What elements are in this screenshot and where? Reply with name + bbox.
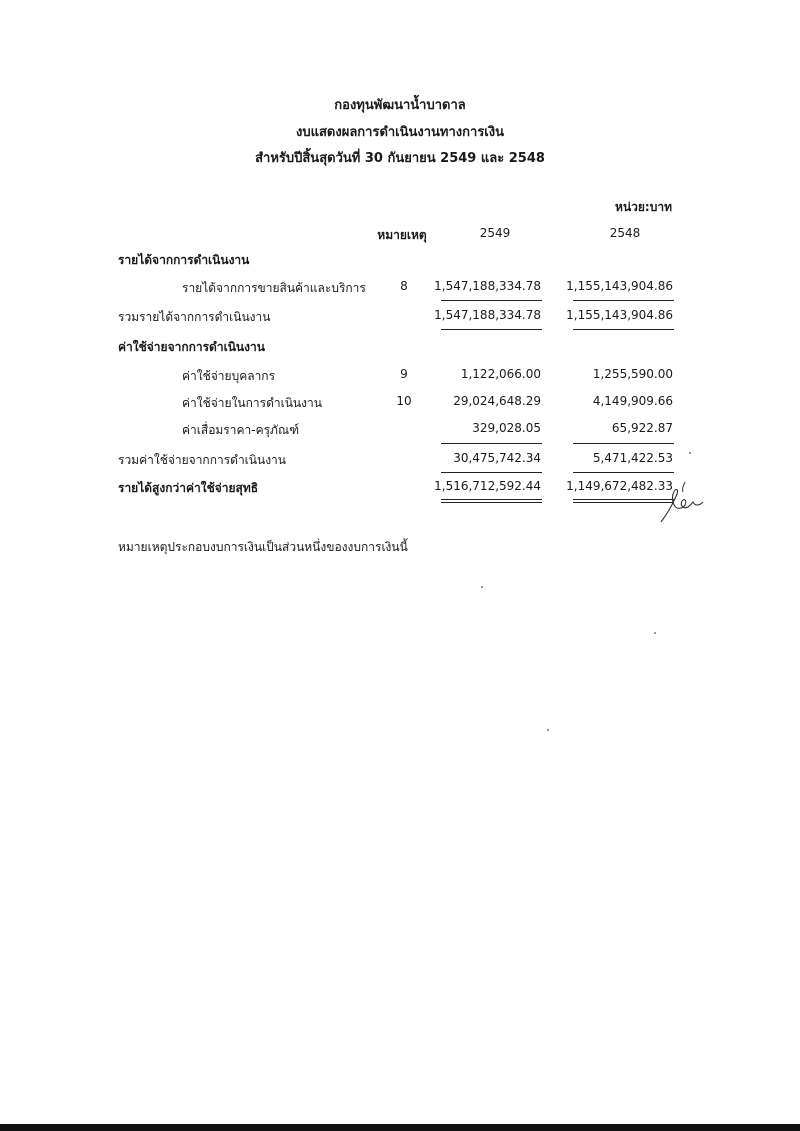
scan-speck	[689, 452, 691, 454]
net-double-rule-top-2549	[441, 499, 542, 500]
revenue-total-rule-2548	[573, 329, 674, 330]
net-income-2548: 1,149,672,482.33	[566, 479, 673, 493]
revenue-total-2548: 1,155,143,904.86	[566, 308, 673, 322]
expense-item-2548: 65,922.87	[611, 421, 673, 435]
statement-title: งบแสดงผลการดำเนินงานทางการเงิน	[296, 125, 504, 140]
expense-item-2549: 329,028.05	[472, 421, 541, 435]
net-income-2549: 1,516,712,592.44	[434, 479, 541, 493]
footnote: หมายเหตุประกอบงบการเงินเป็นส่วนหนึ่งของงบการเงินนี้	[118, 540, 408, 554]
expense-item-note: 9	[400, 367, 408, 381]
revenue-item-label: รายได้จากการขายสินค้าและบริการ	[182, 281, 366, 295]
net-income-label: รายได้สูงกว่าค่าใช้จ่ายสุทธิ	[118, 481, 259, 495]
revenue-subtotal-rule-2549	[441, 300, 542, 301]
revenue-item-2549: 1,547,188,334.78	[434, 279, 541, 293]
expense-subtotal-rule-2548	[573, 443, 674, 444]
expense-total-2548: 5,471,422.53	[592, 451, 673, 465]
expense-item-2548: 4,149,909.66	[592, 394, 673, 408]
expense-item-2549: 29,024,648.29	[453, 394, 541, 408]
expense-item-label: ค่าเสื่อมราคา-ครุภัณฑ์	[182, 423, 300, 437]
expense-heading: ค่าใช้จ่ายจากการดำเนินงาน	[118, 340, 265, 354]
expense-total-rule-2548	[573, 472, 674, 473]
revenue-subtotal-rule-2548	[573, 300, 674, 301]
net-double-rule-bottom-2549	[441, 502, 542, 503]
scan-speck	[654, 632, 656, 634]
scan-speck	[481, 586, 483, 588]
revenue-item-2548: 1,155,143,904.86	[566, 279, 673, 293]
expense-total-label: รวมค่าใช้จ่ายจากการดำเนินงาน	[118, 453, 286, 467]
revenue-item-note: 8	[400, 279, 408, 293]
revenue-heading: รายได้จากการดำเนินงาน	[118, 253, 250, 267]
year-2548-header: 2548	[609, 226, 641, 240]
scan-speck	[547, 729, 549, 731]
org-name: กองทุนพัฒนาน้ำบาดาล	[334, 98, 466, 113]
note-column-header: หมายเหตุ	[377, 228, 427, 242]
year-2549-header: 2549	[479, 226, 511, 240]
revenue-total-label: รวมรายได้จากการดำเนินงาน	[118, 310, 271, 324]
revenue-total-rule-2549	[441, 329, 542, 330]
unit-label: หน่วย:บาท	[615, 200, 672, 214]
expense-item-2549: 1,122,066.00	[460, 367, 541, 381]
scan-bottom-edge	[0, 1124, 800, 1131]
expense-total-2549: 30,475,742.34	[453, 451, 541, 465]
expense-item-2548: 1,255,590.00	[592, 367, 673, 381]
expense-item-label: ค่าใช้จ่ายบุคลากร	[182, 369, 276, 383]
handwritten-initials	[655, 480, 711, 526]
expense-subtotal-rule-2549	[441, 443, 542, 444]
expense-total-rule-2549	[441, 472, 542, 473]
period-subtitle: สำหรับปีสิ้นสุดวันที่ 30 กันยายน 2549 และ 2548	[255, 151, 545, 166]
revenue-total-2549: 1,547,188,334.78	[434, 308, 541, 322]
expense-item-note: 10	[396, 394, 412, 408]
expense-item-label: ค่าใช้จ่ายในการดำเนินงาน	[182, 396, 322, 410]
